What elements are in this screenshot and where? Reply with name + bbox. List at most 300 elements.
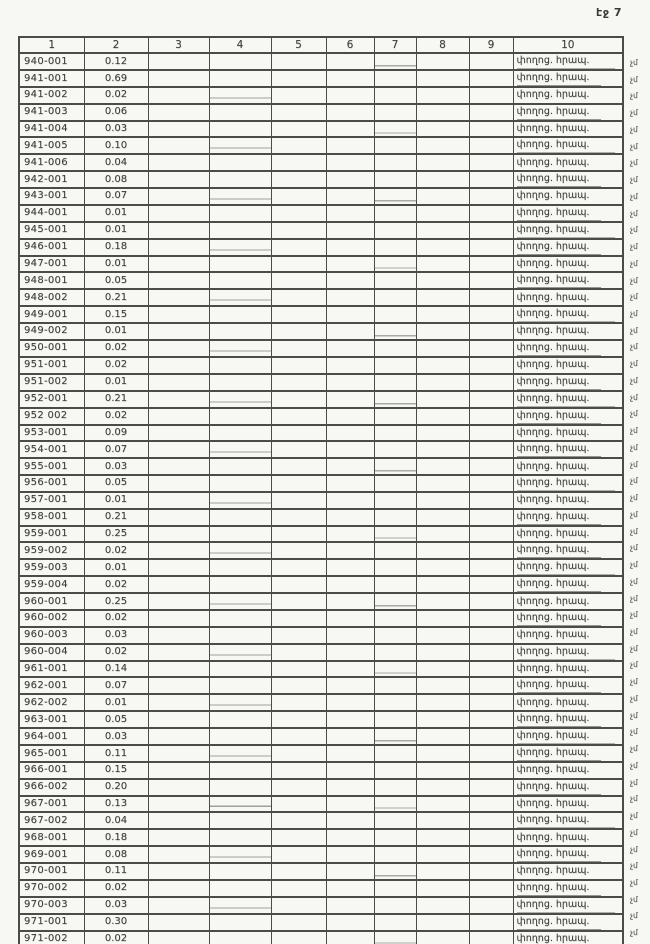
table-row bbox=[19, 711, 623, 728]
empty-cell-col3 bbox=[148, 745, 209, 762]
empty-cell-col7 bbox=[374, 340, 416, 357]
land-use-note-cell bbox=[513, 256, 623, 273]
land-use-note-text: փողոց. հրապ. bbox=[516, 696, 590, 708]
land-use-note-text: փողոց. հրապ. bbox=[517, 206, 602, 221]
empty-cell-col3 bbox=[148, 340, 209, 357]
unit-annotation: չմ bbox=[630, 442, 638, 452]
parcel-code-cell: 953-001 bbox=[19, 425, 84, 442]
empty-cell-col3 bbox=[148, 914, 209, 931]
column-header-5: 5 bbox=[271, 37, 326, 53]
land-use-note-text: փողոց. հրապ. bbox=[516, 291, 590, 303]
empty-cell-col7 bbox=[374, 610, 416, 627]
table-row bbox=[19, 745, 623, 762]
area-value-cell: 0.03 bbox=[84, 897, 148, 914]
empty-cell-col5 bbox=[271, 542, 326, 559]
parcel-code-cell: 948-001 bbox=[19, 272, 84, 289]
land-use-note-cell bbox=[513, 779, 623, 796]
empty-cell-col9 bbox=[469, 677, 513, 694]
table-row bbox=[19, 593, 623, 610]
empty-cell-col3 bbox=[148, 593, 209, 610]
empty-cell-col8 bbox=[416, 576, 469, 593]
area-value-cell: 0.01 bbox=[84, 374, 148, 391]
table-row bbox=[19, 374, 623, 391]
empty-cell-col6 bbox=[326, 340, 374, 357]
unit-annotation: չմ bbox=[630, 108, 638, 118]
empty-cell-col8 bbox=[416, 272, 469, 289]
empty-cell-col5 bbox=[271, 627, 326, 644]
empty-cell-col6 bbox=[326, 458, 374, 475]
empty-cell-col5 bbox=[271, 728, 326, 745]
empty-cell-col4 bbox=[209, 256, 271, 273]
empty-cell-col5 bbox=[271, 914, 326, 931]
table-row bbox=[19, 137, 623, 154]
table-row bbox=[19, 256, 623, 273]
empty-cell-col3 bbox=[148, 492, 209, 509]
empty-cell-col4 bbox=[209, 829, 271, 846]
land-use-note-cell bbox=[513, 357, 623, 374]
land-use-note-cell bbox=[513, 914, 623, 931]
empty-cell-col9 bbox=[469, 475, 513, 492]
empty-cell-col9 bbox=[469, 880, 513, 897]
area-value-cell: 0.04 bbox=[84, 812, 148, 829]
empty-cell-col4 bbox=[209, 728, 271, 745]
empty-cell-col4 bbox=[209, 323, 271, 340]
land-use-note-text: փողոց. հրապ. bbox=[517, 813, 616, 828]
land-use-note-text: փողոց. հրապ. bbox=[516, 359, 590, 371]
empty-cell-col9 bbox=[469, 222, 513, 239]
land-use-note-cell bbox=[513, 104, 623, 121]
land-use-note-cell bbox=[513, 53, 623, 70]
empty-cell-col6 bbox=[326, 323, 374, 340]
empty-cell-col4 bbox=[209, 509, 271, 526]
empty-cell-col5 bbox=[271, 458, 326, 475]
empty-cell-col7 bbox=[374, 728, 416, 745]
area-value-cell: 0.12 bbox=[84, 53, 148, 70]
empty-cell-col9 bbox=[469, 425, 513, 442]
land-use-note-text: փողոց. հրապ. bbox=[516, 831, 590, 843]
empty-cell-col7 bbox=[374, 137, 416, 154]
land-use-note-text: փողոց. հրապ. bbox=[517, 223, 616, 238]
empty-cell-col7 bbox=[374, 87, 416, 104]
empty-cell-col4 bbox=[209, 661, 271, 678]
land-use-note-text: փողոց. հրապ. bbox=[516, 426, 590, 438]
area-value-cell: 0.02 bbox=[84, 931, 148, 944]
empty-cell-col5 bbox=[271, 441, 326, 458]
empty-cell-col7 bbox=[374, 863, 416, 880]
empty-cell-col7 bbox=[374, 745, 416, 762]
land-use-note-cell bbox=[513, 526, 623, 543]
empty-cell-col8 bbox=[416, 559, 469, 576]
empty-cell-col6 bbox=[326, 509, 374, 526]
column-header-4: 4 bbox=[209, 37, 271, 53]
land-use-note-cell bbox=[513, 728, 623, 745]
empty-cell-col4 bbox=[209, 931, 271, 944]
empty-cell-col6 bbox=[326, 846, 374, 863]
empty-cell-col9 bbox=[469, 205, 513, 222]
empty-cell-col5 bbox=[271, 593, 326, 610]
land-use-note-cell bbox=[513, 762, 623, 779]
area-value-cell: 0.03 bbox=[84, 121, 148, 138]
table-row bbox=[19, 306, 623, 323]
table-row bbox=[19, 357, 623, 374]
empty-cell-col4 bbox=[209, 796, 271, 813]
empty-cell-col6 bbox=[326, 711, 374, 728]
land-use-note-text: փողոց. հրապ. bbox=[516, 527, 590, 539]
empty-cell-col7 bbox=[374, 425, 416, 442]
empty-cell-col3 bbox=[148, 610, 209, 627]
empty-cell-col8 bbox=[416, 677, 469, 694]
empty-cell-col8 bbox=[416, 137, 469, 154]
empty-cell-col4 bbox=[209, 711, 271, 728]
table-row bbox=[19, 863, 623, 880]
empty-cell-col5 bbox=[271, 323, 326, 340]
empty-cell-col3 bbox=[148, 526, 209, 543]
empty-cell-col6 bbox=[326, 357, 374, 374]
empty-cell-col3 bbox=[148, 829, 209, 846]
empty-cell-col6 bbox=[326, 70, 374, 87]
parcel-code-cell: 963-001 bbox=[19, 711, 84, 728]
column-header-3: 3 bbox=[148, 37, 209, 53]
empty-cell-col7 bbox=[374, 897, 416, 914]
table-row bbox=[19, 121, 623, 138]
empty-cell-col8 bbox=[416, 188, 469, 205]
table-row bbox=[19, 104, 623, 121]
area-value-cell: 0.21 bbox=[84, 289, 148, 306]
parcel-code-cell: 964-001 bbox=[19, 728, 84, 745]
unit-annotation: չմ bbox=[630, 459, 638, 469]
land-use-note-cell bbox=[513, 931, 623, 944]
empty-cell-col3 bbox=[148, 475, 209, 492]
empty-cell-col8 bbox=[416, 340, 469, 357]
unit-annotation: չմ bbox=[630, 359, 638, 369]
land-use-note-text: փողոց. հրապ. bbox=[516, 798, 590, 810]
empty-cell-col6 bbox=[326, 475, 374, 492]
empty-cell-col8 bbox=[416, 542, 469, 559]
land-use-note-cell bbox=[513, 863, 623, 880]
unit-annotation: չմ bbox=[630, 928, 638, 938]
land-use-note-cell bbox=[513, 593, 623, 610]
parcel-code-cell: 952 002 bbox=[19, 408, 84, 425]
empty-cell-col8 bbox=[416, 306, 469, 323]
empty-cell-col4 bbox=[209, 137, 271, 154]
area-value-cell: 0.21 bbox=[84, 509, 148, 526]
empty-cell-col5 bbox=[271, 154, 326, 171]
empty-cell-col7 bbox=[374, 829, 416, 846]
empty-cell-col4 bbox=[209, 846, 271, 863]
empty-cell-col7 bbox=[374, 559, 416, 576]
area-value-cell: 0.01 bbox=[84, 694, 148, 711]
empty-cell-col7 bbox=[374, 475, 416, 492]
empty-cell-col7 bbox=[374, 914, 416, 931]
empty-cell-col5 bbox=[271, 239, 326, 256]
empty-cell-col3 bbox=[148, 222, 209, 239]
area-value-cell: 0.20 bbox=[84, 779, 148, 796]
empty-cell-col8 bbox=[416, 441, 469, 458]
empty-cell-col8 bbox=[416, 796, 469, 813]
parcel-code-cell: 951-002 bbox=[19, 374, 84, 391]
land-use-note-text: փողոց. հրապ. bbox=[516, 865, 590, 877]
empty-cell-col8 bbox=[416, 256, 469, 273]
area-value-cell: 0.01 bbox=[84, 323, 148, 340]
unit-annotation: չմ bbox=[630, 861, 638, 871]
land-use-note-text: փողոց. հրապ. bbox=[516, 89, 590, 101]
empty-cell-col7 bbox=[374, 323, 416, 340]
table-row bbox=[19, 70, 623, 87]
empty-cell-col5 bbox=[271, 711, 326, 728]
empty-cell-col6 bbox=[326, 408, 374, 425]
empty-cell-col3 bbox=[148, 796, 209, 813]
unit-annotation: չմ bbox=[630, 158, 638, 168]
area-value-cell: 0.07 bbox=[84, 441, 148, 458]
empty-cell-col3 bbox=[148, 762, 209, 779]
empty-cell-col4 bbox=[209, 289, 271, 306]
parcel-code-cell: 970-002 bbox=[19, 880, 84, 897]
area-value-cell: 0.02 bbox=[84, 880, 148, 897]
parcel-code-cell: 943-001 bbox=[19, 188, 84, 205]
empty-cell-col6 bbox=[326, 441, 374, 458]
unit-annotation: չմ bbox=[630, 560, 638, 570]
area-value-cell: 0.14 bbox=[84, 661, 148, 678]
area-value-cell: 0.02 bbox=[84, 357, 148, 374]
empty-cell-col3 bbox=[148, 863, 209, 880]
empty-cell-col9 bbox=[469, 509, 513, 526]
unit-annotation: չմ bbox=[630, 74, 638, 84]
unit-annotation: չմ bbox=[630, 877, 638, 887]
empty-cell-col7 bbox=[374, 306, 416, 323]
parcel-code-cell: 959-002 bbox=[19, 542, 84, 559]
table-row bbox=[19, 728, 623, 745]
empty-cell-col3 bbox=[148, 272, 209, 289]
empty-cell-col5 bbox=[271, 188, 326, 205]
empty-cell-col6 bbox=[326, 897, 374, 914]
empty-cell-col9 bbox=[469, 256, 513, 273]
empty-cell-col7 bbox=[374, 694, 416, 711]
area-value-cell: 0.03 bbox=[84, 728, 148, 745]
empty-cell-col3 bbox=[148, 374, 209, 391]
empty-cell-col3 bbox=[148, 256, 209, 273]
land-use-note-cell bbox=[513, 323, 623, 340]
empty-cell-col4 bbox=[209, 408, 271, 425]
empty-cell-col7 bbox=[374, 880, 416, 897]
land-use-note-text: փողոց. հրապ. bbox=[517, 442, 602, 457]
area-value-cell: 0.01 bbox=[84, 559, 148, 576]
parcel-code-cell: 966-001 bbox=[19, 762, 84, 779]
empty-cell-col5 bbox=[271, 374, 326, 391]
empty-cell-col8 bbox=[416, 661, 469, 678]
unit-annotation: չմ bbox=[630, 827, 638, 837]
parcel-code-cell: 947-001 bbox=[19, 256, 84, 273]
empty-cell-col6 bbox=[326, 931, 374, 944]
land-use-note-text: փողոց. հրապ. bbox=[517, 341, 602, 356]
empty-cell-col5 bbox=[271, 408, 326, 425]
column-header-9: 9 bbox=[469, 37, 513, 53]
empty-cell-col7 bbox=[374, 391, 416, 408]
empty-cell-col3 bbox=[148, 627, 209, 644]
area-value-cell: 0.02 bbox=[84, 408, 148, 425]
empty-cell-col8 bbox=[416, 239, 469, 256]
empty-cell-col5 bbox=[271, 492, 326, 509]
empty-cell-col8 bbox=[416, 475, 469, 492]
empty-cell-col4 bbox=[209, 53, 271, 70]
empty-cell-col6 bbox=[326, 239, 374, 256]
empty-cell-col3 bbox=[148, 205, 209, 222]
empty-cell-col5 bbox=[271, 829, 326, 846]
land-use-note-cell bbox=[513, 897, 623, 914]
empty-cell-col5 bbox=[271, 559, 326, 576]
empty-cell-col6 bbox=[326, 829, 374, 846]
empty-cell-col6 bbox=[326, 374, 374, 391]
unit-annotation: չմ bbox=[630, 643, 638, 653]
empty-cell-col5 bbox=[271, 357, 326, 374]
empty-cell-col6 bbox=[326, 391, 374, 408]
empty-cell-col8 bbox=[416, 627, 469, 644]
empty-cell-col5 bbox=[271, 863, 326, 880]
empty-cell-col5 bbox=[271, 391, 326, 408]
land-use-note-text: փողոց. հրապ. bbox=[517, 172, 602, 187]
empty-cell-col4 bbox=[209, 610, 271, 627]
empty-cell-col6 bbox=[326, 593, 374, 610]
empty-cell-col9 bbox=[469, 846, 513, 863]
area-value-cell: 0.05 bbox=[84, 711, 148, 728]
table-row bbox=[19, 188, 623, 205]
unit-annotation: չմ bbox=[630, 593, 638, 603]
table-row bbox=[19, 340, 623, 357]
empty-cell-col4 bbox=[209, 306, 271, 323]
area-value-cell: 0.09 bbox=[84, 425, 148, 442]
area-value-cell: 0.25 bbox=[84, 593, 148, 610]
unit-annotation: չմ bbox=[630, 325, 638, 335]
empty-cell-col4 bbox=[209, 897, 271, 914]
empty-cell-col8 bbox=[416, 121, 469, 138]
unit-annotation: չմ bbox=[630, 744, 638, 754]
empty-cell-col7 bbox=[374, 441, 416, 458]
land-use-note-text: փողոց. հրապ. bbox=[517, 240, 602, 255]
empty-cell-col3 bbox=[148, 812, 209, 829]
land-use-note-text: փողոց. հրապ. bbox=[516, 258, 590, 270]
unit-annotation: չմ bbox=[630, 894, 638, 904]
empty-cell-col6 bbox=[326, 306, 374, 323]
parcel-code-cell: 945-001 bbox=[19, 222, 84, 239]
empty-cell-col9 bbox=[469, 627, 513, 644]
column-header-6: 6 bbox=[326, 37, 374, 53]
empty-cell-col9 bbox=[469, 779, 513, 796]
table-row bbox=[19, 880, 623, 897]
parcel-code-cell: 942-001 bbox=[19, 171, 84, 188]
empty-cell-col8 bbox=[416, 171, 469, 188]
unit-annotation: չմ bbox=[630, 911, 638, 921]
land-use-note-text: փողոց. հրապ. bbox=[517, 611, 602, 626]
empty-cell-col6 bbox=[326, 610, 374, 627]
empty-cell-col6 bbox=[326, 914, 374, 931]
unit-annotation: չմ bbox=[630, 191, 638, 201]
land-use-note-cell bbox=[513, 711, 623, 728]
area-value-cell: 0.03 bbox=[84, 627, 148, 644]
empty-cell-col3 bbox=[148, 104, 209, 121]
table-row bbox=[19, 661, 623, 678]
table-row bbox=[19, 812, 623, 829]
empty-cell-col7 bbox=[374, 846, 416, 863]
page-number-label: էջ 7 bbox=[596, 6, 622, 19]
land-use-note-cell bbox=[513, 576, 623, 593]
empty-cell-col5 bbox=[271, 931, 326, 944]
empty-cell-col9 bbox=[469, 87, 513, 104]
empty-cell-col8 bbox=[416, 779, 469, 796]
land-use-note-text: փողոց. հրապ. bbox=[517, 780, 602, 795]
empty-cell-col7 bbox=[374, 762, 416, 779]
parcel-code-cell: 959-001 bbox=[19, 526, 84, 543]
empty-cell-col5 bbox=[271, 779, 326, 796]
area-value-cell: 0.04 bbox=[84, 154, 148, 171]
empty-cell-col7 bbox=[374, 661, 416, 678]
empty-cell-col6 bbox=[326, 526, 374, 543]
empty-cell-col6 bbox=[326, 661, 374, 678]
empty-cell-col9 bbox=[469, 188, 513, 205]
empty-cell-col9 bbox=[469, 239, 513, 256]
empty-cell-col9 bbox=[469, 526, 513, 543]
empty-cell-col4 bbox=[209, 880, 271, 897]
empty-cell-col9 bbox=[469, 289, 513, 306]
land-use-note-text: փողոց. հրապ. bbox=[516, 764, 590, 776]
unit-annotation: չմ bbox=[630, 292, 638, 302]
land-use-note-text: փողոց. հրապ. bbox=[517, 560, 616, 575]
parcel-code-cell: 957-001 bbox=[19, 492, 84, 509]
empty-cell-col9 bbox=[469, 408, 513, 425]
land-use-note-cell bbox=[513, 289, 623, 306]
empty-cell-col4 bbox=[209, 391, 271, 408]
empty-cell-col5 bbox=[271, 306, 326, 323]
unit-annotation: չմ bbox=[630, 526, 638, 536]
area-value-cell: 0.13 bbox=[84, 796, 148, 813]
empty-cell-col6 bbox=[326, 644, 374, 661]
empty-cell-col3 bbox=[148, 289, 209, 306]
land-use-note-text: փողոց. հրապ. bbox=[516, 123, 590, 135]
empty-cell-col6 bbox=[326, 256, 374, 273]
empty-cell-col3 bbox=[148, 441, 209, 458]
empty-cell-col9 bbox=[469, 154, 513, 171]
unit-annotation: չմ bbox=[630, 342, 638, 352]
empty-cell-col8 bbox=[416, 728, 469, 745]
empty-cell-col6 bbox=[326, 677, 374, 694]
land-use-note-text: փողոց. հրապ. bbox=[517, 678, 602, 693]
empty-cell-col4 bbox=[209, 492, 271, 509]
empty-cell-col8 bbox=[416, 205, 469, 222]
empty-cell-col4 bbox=[209, 644, 271, 661]
land-use-note-cell bbox=[513, 272, 623, 289]
unit-annotation: չմ bbox=[630, 225, 638, 235]
unit-annotation: չմ bbox=[630, 493, 638, 503]
empty-cell-col8 bbox=[416, 374, 469, 391]
empty-cell-col9 bbox=[469, 121, 513, 138]
unit-annotation: չմ bbox=[630, 242, 638, 252]
empty-cell-col6 bbox=[326, 745, 374, 762]
empty-cell-col6 bbox=[326, 137, 374, 154]
empty-cell-col6 bbox=[326, 425, 374, 442]
empty-cell-col6 bbox=[326, 762, 374, 779]
land-use-note-text: փողոց. հրապ. bbox=[517, 577, 602, 592]
land-use-note-text: փողոց. հրապ. bbox=[517, 881, 602, 896]
land-use-note-cell bbox=[513, 542, 623, 559]
empty-cell-col4 bbox=[209, 441, 271, 458]
empty-cell-col7 bbox=[374, 188, 416, 205]
parcel-code-cell: 959-004 bbox=[19, 576, 84, 593]
empty-cell-col9 bbox=[469, 796, 513, 813]
empty-cell-col7 bbox=[374, 70, 416, 87]
empty-cell-col9 bbox=[469, 863, 513, 880]
table-row bbox=[19, 644, 623, 661]
empty-cell-col7 bbox=[374, 526, 416, 543]
land-use-note-text: փողոց. հրապ. bbox=[516, 629, 590, 641]
empty-cell-col7 bbox=[374, 711, 416, 728]
